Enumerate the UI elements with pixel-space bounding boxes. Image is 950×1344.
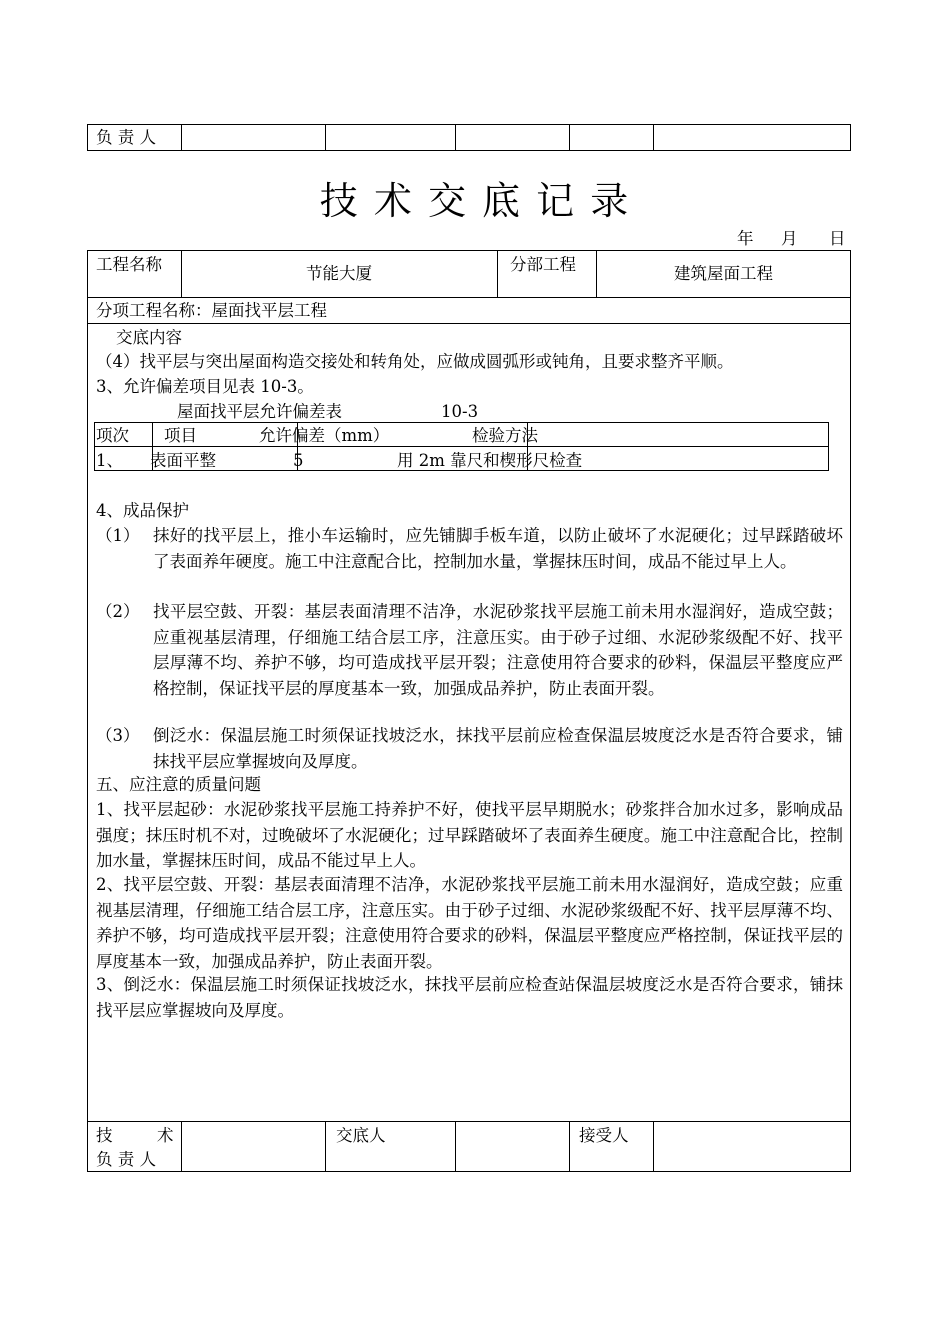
protection-heading: 4、成品保护 <box>96 501 189 520</box>
table-number: 10-3 <box>441 402 479 421</box>
date-year: 年 <box>737 229 754 248</box>
table-cell: 5 <box>293 451 304 470</box>
subitem-name: 分项工程名称：屋面找平层工程 <box>96 301 327 320</box>
project-name-label: 工程名称 <box>96 255 162 274</box>
table-cell: 表面平整 <box>150 451 216 470</box>
quality-item: 3、倒泛水：保温层施工时须保证找坡泛水，抹找平层前应检查站保温层坡度泛水是否符合要求，铺抹找平层应掌握坡向及厚度。 <box>96 975 843 1020</box>
table-header-cell: 允许偏差（mm） <box>259 426 390 445</box>
protection-item-text: 抹好的找平层上，推小车运输时，应先铺脚手板车道，以防止破坏了水泥硬化；过早踩踏破坏了表面养年硬度。施工中注意配合比，控制加水量，掌握抹压时间，成品不能过早上人。 <box>153 526 843 571</box>
top-row-divider <box>653 124 654 151</box>
tech-leader-label: 负 责 人 <box>96 1150 156 1169</box>
division-value: 建筑屋面工程 <box>674 264 773 283</box>
footer-divider <box>653 1121 654 1172</box>
header-divider <box>497 250 498 298</box>
header-bottom-line <box>87 297 851 298</box>
table-header-cell: 项次 <box>96 426 129 445</box>
footer-divider <box>569 1121 570 1172</box>
table-cell: 1、 <box>96 451 123 470</box>
table-header-cell: 项目 <box>164 426 197 445</box>
tech-label-char: 术 <box>157 1126 174 1145</box>
top-row-divider <box>325 124 326 151</box>
footer-divider <box>181 1121 182 1172</box>
protection-item-text: 找平层空鼓、开裂：基层表面清理不洁净，水泥砂浆找平层施工前未用水湿润好，造成空鼓；应重视基层清理，仔细施工结合层工序，注意压实。由于砂子过细、水泥砂浆级配不好、找平层厚薄不均、养护不够，均可造成找平层开裂；注意使用符合要求的砂料，保温层平整度应严格控制，保证找平层的厚度基本一致，加强成品养护，防止表面开裂。 <box>153 602 843 698</box>
date-month: 月 <box>781 229 798 248</box>
table-caption: 屋面找平层允许偏差表 <box>177 402 342 421</box>
content-heading: 交底内容 <box>116 328 182 347</box>
top-row-label: 负 责 人 <box>96 128 156 147</box>
footer-divider <box>455 1121 456 1172</box>
top-row-divider <box>455 124 456 151</box>
top-row-divider <box>569 124 570 151</box>
protection-item-number: （1） <box>96 526 140 545</box>
allowance-intro: 3、允许偏差项目见表 10-3。 <box>96 377 314 396</box>
receiver-label: 接受人 <box>579 1126 629 1145</box>
quality-heading: 五、应注意的质量问题 <box>96 775 261 794</box>
division-label: 分部工程 <box>510 255 576 274</box>
table-header-cell: 检验方法 <box>472 426 538 445</box>
date-day: 日 <box>829 229 846 248</box>
protection-item-text: 倒泛水：保温层施工时须保证找坡泛水，抹找平层前应检查保温层坡度泛水是否符合要求，铺抹找平层应掌握坡向及厚度。 <box>153 726 843 771</box>
protection-item-number: （2） <box>96 602 140 621</box>
presenter-label: 交底人 <box>336 1126 386 1145</box>
tolerance-table-row-line <box>94 446 829 447</box>
top-row-divider <box>181 124 182 151</box>
protection-item-number: （3） <box>96 726 140 745</box>
quality-item: 2、找平层空鼓、开裂：基层表面清理不洁净，水泥砂浆找平层施工前未用水湿润好，造成空鼓；应重视基层清理，仔细施工结合层工序，注意压实。由于砂子过细、水泥砂浆级配不好、找平层厚薄不均、养护不够，均可造成找平层开裂；注意使用符合要求的砂料，保温层平整度应严格控制，保证找平层的厚度基本一致，加强成品养护，防止表面开裂。 <box>96 875 843 971</box>
footer-divider <box>325 1121 326 1172</box>
page-title: 技 术 交 底 记 录 <box>319 179 631 223</box>
project-name-value: 节能大厦 <box>306 264 372 283</box>
footer-top-line <box>87 1121 851 1122</box>
table-cell: 用 2m 靠尺和楔形尺检查 <box>397 451 583 470</box>
tech-label-char: 技 <box>96 1126 113 1145</box>
content-paragraph-4: （4）找平层与突出屋面构造交接处和转角处，应做成圆弧形或钝角，且要求整齐平顺。 <box>96 352 734 371</box>
subitem-bottom-line <box>87 323 851 324</box>
top-signature-row <box>87 124 851 151</box>
quality-item: 1、找平层起砂：水泥砂浆找平层施工持养护不好，使找平层早期脱水；砂浆拌合加水过多，影响成品强度；抹压时机不对，过晚破坏了水泥硬化；过早踩踏破坏了表面养生硬度。施工中注意配合比，控制加水量，掌握抹压时间，成品不能过早上人。 <box>96 800 843 870</box>
